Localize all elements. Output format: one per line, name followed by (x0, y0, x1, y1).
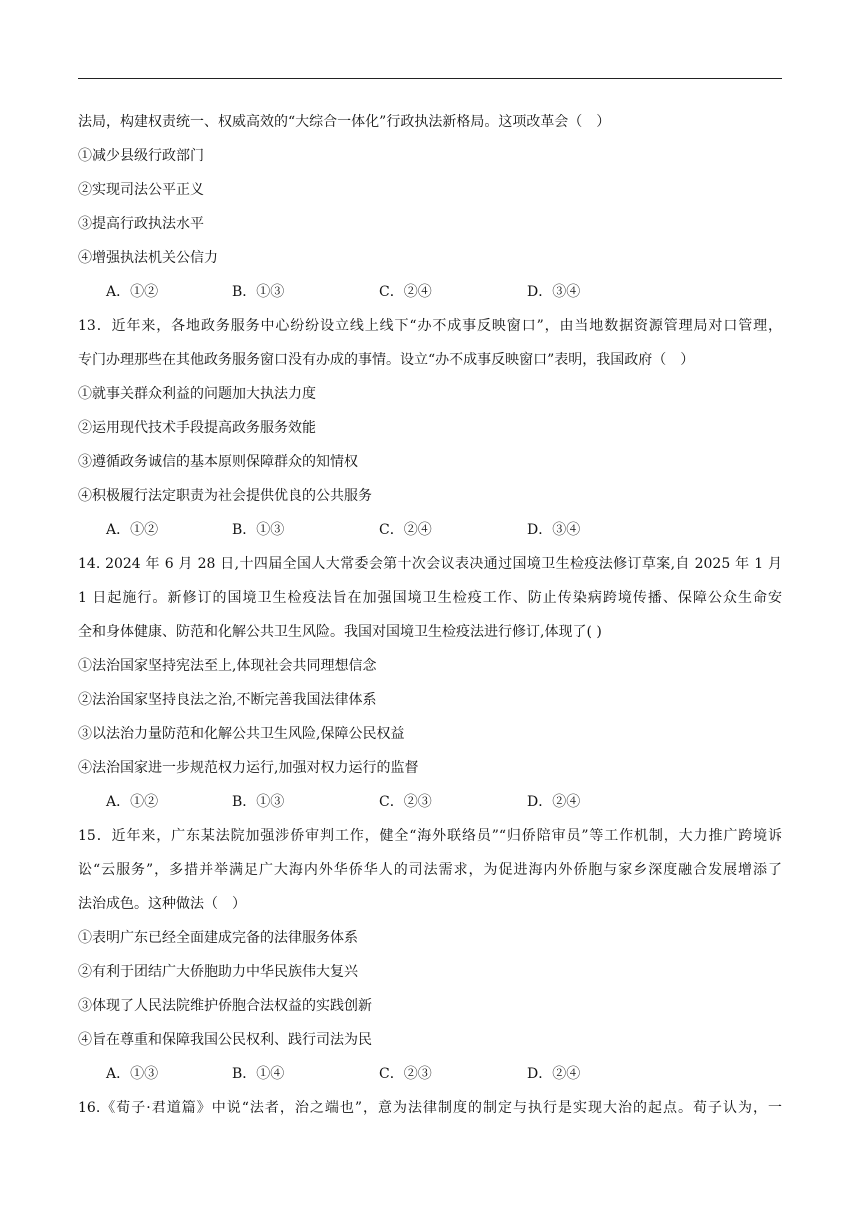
statement-1: ①就事关群众利益的问题加大执法力度 (78, 386, 316, 402)
question-page (78, 105, 782, 1125)
option-c: C．②③ (379, 794, 432, 810)
answer-options (78, 785, 782, 819)
question-stem-line: 法治成色。这种做法（ ） (78, 896, 246, 912)
option-a: A．①② (106, 794, 159, 810)
option-d: D．②④ (527, 794, 581, 810)
option-d: D．③④ (527, 284, 581, 300)
option-d: D．③④ (527, 522, 581, 538)
question-16 (78, 1091, 782, 1125)
option-c: C．②③ (379, 1066, 432, 1082)
statement-3: ③体现了人民法院维护侨胞合法权益的实践创新 (78, 998, 372, 1014)
statement-1: ①减少县级行政部门 (78, 148, 204, 164)
option-a: A．①② (106, 284, 159, 300)
header-rule (78, 78, 782, 79)
option-b: B．①③ (232, 522, 285, 538)
option-c: C．②④ (379, 284, 432, 300)
statement-2: ②运用现代技术手段提高政务服务效能 (78, 420, 316, 436)
question-stem-line: 全和身体健康、防范和化解公共卫生风险。我国对国境卫生检疫法进行修订,体现了( ) (78, 624, 602, 640)
statement-4: ④旨在尊重和保障我国公民权利、践行司法为民 (78, 1032, 372, 1048)
question-stem-line: 专门办理那些在其他政务服务窗口没有办成的事情。设立“办不成事反映窗口”表明，我国政府（ ） (78, 352, 695, 368)
statement-3: ③提高行政执法水平 (78, 216, 204, 232)
question-stem-line: 讼“云服务”，多措并举满足广大海内外华侨华人的司法需求，为促进海内外侨胞与家乡深度融合发展增添了 (78, 862, 782, 878)
question-stem-line: 16.《荀子·君道篇》中说“法者，治之端也”，意为法律制度的制定与执行是实现大治的起点。荀子认为，一 (78, 1100, 782, 1116)
statement-1: ①表明广东已经全面建成完备的法律服务体系 (78, 930, 358, 946)
option-b: B．①③ (232, 794, 285, 810)
statement-4: ④积极履行法定职责为社会提供优良的公共服务 (78, 488, 372, 504)
option-b: B．①③ (232, 284, 285, 300)
option-b: B．①④ (232, 1066, 285, 1082)
question-12-continued (78, 105, 782, 309)
option-a: A．①② (106, 522, 159, 538)
statement-2: ②法治国家坚持良法之治,不断完善我国法律体系 (78, 692, 377, 708)
question-14 (78, 547, 782, 819)
option-c: C．②④ (379, 522, 432, 538)
answer-options (78, 513, 782, 547)
statement-2: ②有利于团结广大侨胞助力中华民族伟大复兴 (78, 964, 358, 980)
statement-1: ①法治国家坚持宪法至上,体现社会共同理想信念 (78, 658, 377, 674)
question-stem-line: 15．近年来，广东某法院加强涉侨审判工作，健全“海外联络员”“归侨陪审员”等工作机制，大力推广跨境诉 (78, 828, 782, 844)
statement-2: ②实现司法公平正义 (78, 182, 204, 198)
statement-4: ④法治国家进一步规范权力运行,加强对权力运行的监督 (78, 760, 419, 776)
question-stem: 法局，构建权责统一、权威高效的“大综合一体化”行政执法新格局。这项改革会（ ） (78, 114, 611, 130)
answer-options (78, 1057, 782, 1091)
option-d: D．②④ (527, 1066, 581, 1082)
question-stem-line: 13．近年来，各地政务服务中心纷纷设立线上线下“办不成事反映窗口”，由当地数据资源管理局对口管理， (78, 318, 782, 334)
question-stem-line: 1 日起施行。新修订的国境卫生检疫法旨在加强国境卫生检疫工作、防止传染病跨境传播、保障公众生命安 (78, 590, 782, 606)
option-a: A．①③ (106, 1066, 159, 1082)
statement-4: ④增强执法机关公信力 (78, 250, 218, 266)
question-15 (78, 819, 782, 1091)
question-stem-line: 14. 2024 年 6 月 28 日,十四届全国人大常委会第十次会议表决通过国境卫生检疫法修订草案,自 2025 年 1 月 (78, 556, 782, 572)
statement-3: ③以法治力量防范和化解公共卫生风险,保障公民权益 (78, 726, 405, 742)
statement-3: ③遵循政务诚信的基本原则保障群众的知情权 (78, 454, 358, 470)
question-13 (78, 309, 782, 547)
answer-options (78, 275, 782, 309)
